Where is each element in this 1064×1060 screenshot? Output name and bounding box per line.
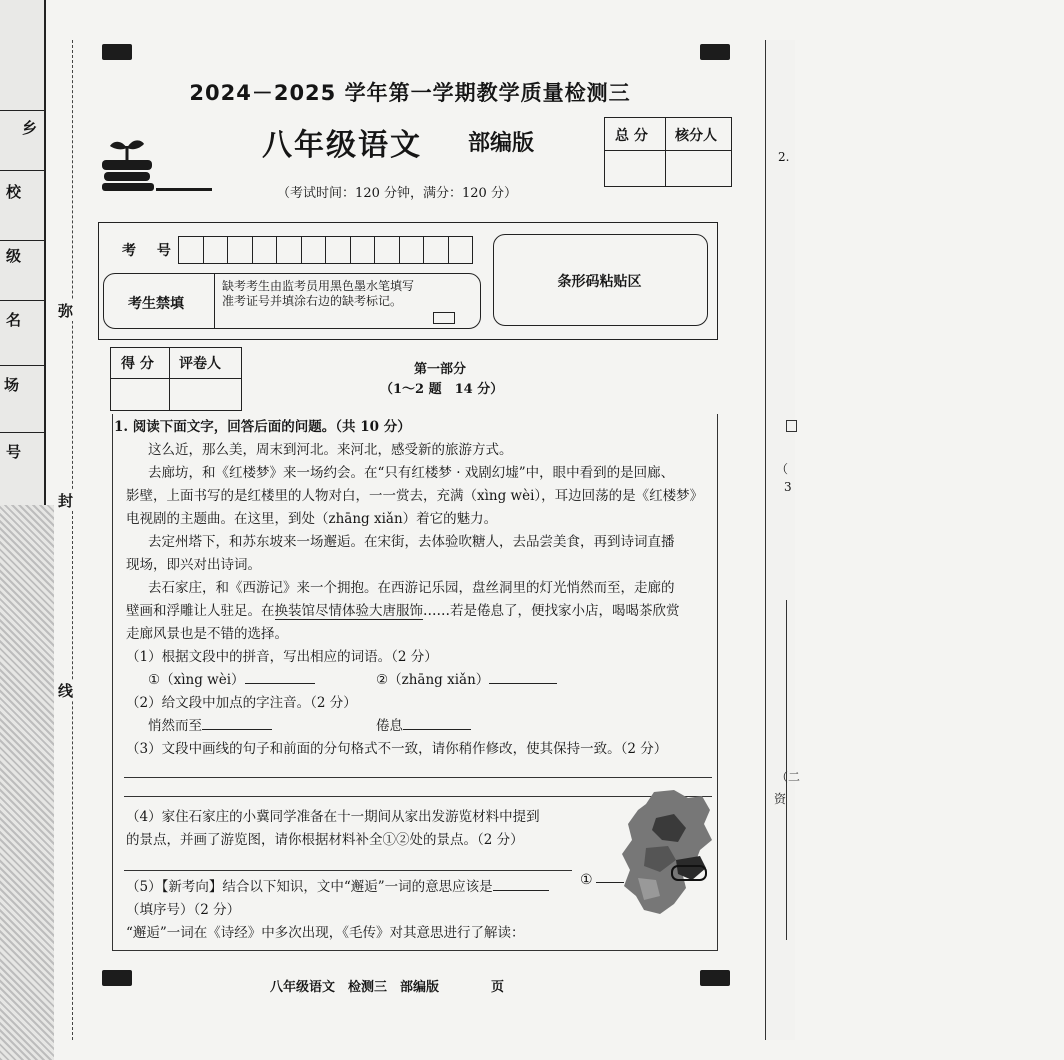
absent-mark-box[interactable] [433, 312, 455, 324]
barcode-label: 条形码粘贴区 [557, 274, 642, 290]
passage-line: 现场，即兴对出诗词。 [126, 557, 261, 573]
grader-box [110, 347, 242, 411]
map-pointer-line [596, 882, 624, 883]
forbid-instructions: 缺考考生由监考员用黑色墨水笔填写准考证号并填涂右边的缺考标记。 [222, 279, 415, 308]
score-label: 得 分 [121, 356, 154, 372]
sub-question-4-cont: 的景点，并画了游览图，请你根据材料补全①②处的景点。（2 分） [126, 832, 524, 848]
binding-row: 校 [0, 170, 44, 171]
registration-marker [700, 44, 730, 60]
registration-marker [102, 44, 132, 60]
answer-blank[interactable] [202, 715, 272, 730]
binding-row: 号 [0, 432, 44, 433]
passage-line: 壁画和浮雕让人驻足。在换装馆尽情体验大唐服饰……若是倦息了，便找家小店，喝喝茶欣赏 [126, 603, 680, 619]
map-marker-label: ① [580, 872, 593, 888]
sub-question-4: （4）家住石家庄的小冀同学准备在十一期间从家出发游览材料中提到 [126, 809, 540, 825]
edition-label: 部编版 [468, 130, 535, 156]
exam-number-label: 考 号 [122, 243, 179, 259]
fold-label: 封 [58, 492, 74, 510]
exam-info: （考试时间：120 分钟，满分：120 分） [277, 186, 517, 201]
binding-row: 级 [0, 240, 44, 241]
answer-blank[interactable] [489, 669, 557, 684]
binding-pattern [0, 505, 54, 1060]
sub-question-2: （2）给文段中加点的字注音。（2 分） [126, 695, 357, 711]
page-footer: 八年级语文 检测三 部编版 页 [270, 980, 505, 995]
fold-label: 弥 [58, 302, 74, 320]
fold-label: 线 [58, 682, 74, 700]
answer-item: ①（xìng wèi） [148, 669, 315, 692]
sub-question-5: （5）【新考向】结合以下知识，文中“邂逅”一词的意思应该是 [126, 876, 549, 899]
answer-blank[interactable] [403, 715, 471, 730]
next-page-edge: 2. 3 （ （二 资 [765, 40, 795, 1040]
sub-question-1: （1）根据文段中的拼音，写出相应的词语。（2 分） [126, 649, 438, 665]
exam-title: 2024－2025 学年第一学期教学质量检测三 [189, 81, 631, 105]
answer-item: 倦息 [376, 715, 471, 738]
passage-line: 这么近，那么美，周末到河北。来河北，感受新的旅游方式。 [148, 442, 513, 458]
registration-marker [102, 970, 132, 986]
answer-line[interactable] [124, 870, 572, 871]
binding-strip [0, 0, 46, 505]
part-title: 第一部分 [413, 362, 466, 377]
subject-title: 八年级语文 [262, 128, 422, 163]
binding-row: 场 [0, 365, 44, 366]
forbid-label: 考生禁填 [128, 296, 184, 312]
underlined-sentence: 换装馆尽情体验大唐服饰 [274, 603, 423, 619]
binding-row: 名 [0, 300, 44, 301]
score-box [604, 117, 732, 187]
answer-line[interactable] [124, 777, 712, 778]
sub-question-3: （3）文段中画线的句子和前面的分句格式不一致，请你稍作修改，使其保持一致。（2 分） [126, 741, 668, 757]
checker-label: 核分人 [675, 128, 717, 144]
sub-question-5-cont: （填序号）（2 分） [126, 902, 241, 918]
answer-blank[interactable] [245, 669, 315, 684]
answer-blank[interactable] [493, 876, 549, 891]
question-1-heading: 1. 阅读下面文字，回答后面的问题。（共 10 分） [114, 419, 411, 435]
passage-line: 电视剧的主题曲。在这里，到处（zhāng xiǎn）着它的魅力。 [126, 511, 498, 527]
passage-line: 去定州塔下，和苏东坡来一场邂逅。在宋街，去体验吹糖人，去品尝美食，再到诗词直播 [148, 534, 675, 550]
passage-line: 去石家庄，和《西游记》来一个拥抱。在西游记乐园，盘丝洞里的灯光悄然而至，走廊的 [148, 580, 675, 596]
passage-line: 去廊坊，和《红楼梦》来一场约会。在“只有红楼梦 · 戏剧幻墟”中，眼中看到的是回廊、 [148, 465, 675, 481]
exam-number-grid[interactable] [178, 236, 473, 264]
answer-item: 悄然而至 [148, 715, 272, 738]
passage-line: 走廊风景也是不错的选择。 [126, 626, 288, 642]
reviewer-label: 评卷人 [179, 356, 221, 372]
binding-row: 乡 [0, 110, 44, 111]
passage-line: 影壁，上面书写的是红楼里的人物对白，一一赏去，充满（xìng wèi），耳边回荡的是《红楼梦》 [126, 488, 704, 504]
total-score-label: 总 分 [615, 128, 648, 144]
answer-item: ②（zhāng xiǎn） [376, 669, 557, 692]
sub-question-5-note: “邂逅”一词在《诗经》中多次出现，《毛传》对其意思进行了解读： [126, 925, 525, 941]
hebei-map-figure [616, 788, 714, 920]
part-range: （1～2 题 14 分） [380, 382, 504, 397]
